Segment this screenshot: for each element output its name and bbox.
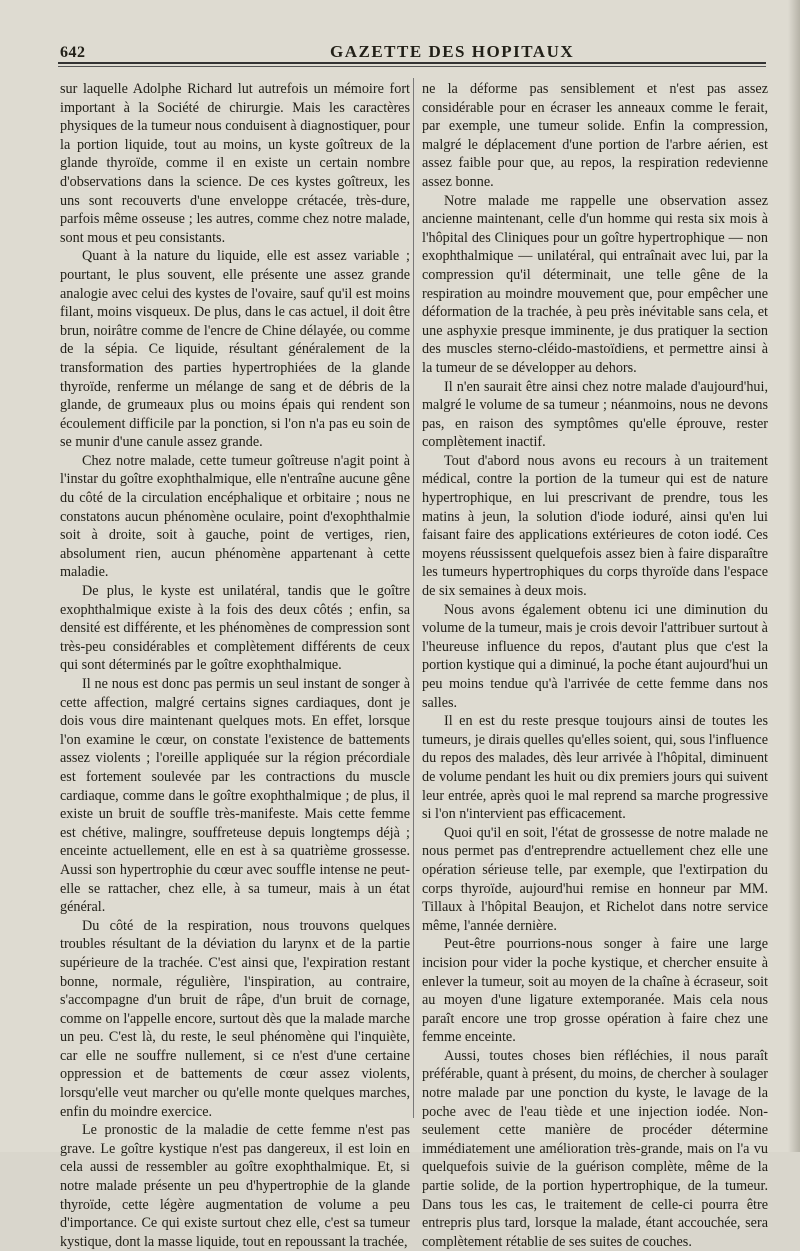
header-rule xyxy=(58,62,766,64)
page-number: 642 xyxy=(60,44,86,61)
column-divider xyxy=(413,78,414,1118)
paragraph: Tout d'abord nous avons eu recours à un traitement médical, contre la portion de la tumeur qui est de nature hypertrophique, en lui prescrivant de prendre, tous les matins à jeun, la solution d'iode ioduré, ainsi qu'en lui faisant faire des applications extérieures de coton iodé. Ces moyens réussissent quelquefois assez bien à faire disparaître les tumeurs hypertrophiques du corps thyroïde dans l'espace de six semaines à deux mois. xyxy=(422,452,768,600)
paragraph: Quant à la nature du liquide, elle est assez variable ; pourtant, le plus souvent, elle présente une assez grande analogie avec celui des kystes de l'ovaire, sauf qu'il est moins filant, moins visqueux. De plus, dans le cas actuel, il doit être brun, noirâtre comme de l'encre de Chine délayée, ou comme de la sépia. Ce liquide, résultant généralement de la transformation des parties hypertrophiées de la glande thyroïde, renferme un mélange de sang et de débris de la glande, de grumeaux plus ou moins épais qui rendent son écoulement difficile par la ponction, si l'on n'a pas eu soin de se munir d'une canule assez grande. xyxy=(60,248,410,451)
paragraph: Chez notre malade, cette tumeur goîtreuse n'agit point à l'instar du goître exophthalmique, elle n'entraîne aucune gêne du côté de la circulation encéphalique et orbitaire ; nous ne constatons aucun phénomène oculaire, point d'exophthalmie soit à droite, soit à gauche, point de vertiges, rien, absolument rien, aucun phénomène appartenant à cette maladie. xyxy=(60,452,410,581)
paragraph: Il ne nous est donc pas permis un seul instant de songer à cette affection, malgré certains signes cardiaques, dont je dois vous dire maintenant quelques mots. En effet, lorsque l'on examine le cœur, on constate l'existence de battements assez violents ; l'oreille appliquée sur la région précordiale est fortement soulevée par les contractions du muscle cardiaque, comme dans le goître exophthalmique ; de plus, il existe un bruit de souffle très-manifeste. Mais cette femme est chétive, malingre, souffreteuse depuis longtemps déjà ; enceinte actuellement, elle en est à sa quatrième grossesse. Aussi son hypertrophie du cœur avec souffle intense ne peut-elle se rattacher, chez elle, à sa tumeur, mais à un état général. xyxy=(60,676,410,916)
paragraph: Nous avons également obtenu ici une diminution du volume de la tumeur, mais je crois devoir l'attribuer surtout à l'heureuse influence du repos, d'autant plus que c'est la portion kystique qui a diminué, la poche étant aujourd'hui un peu moins tendue qu'à l'arrivée de cette femme dans nos salles. xyxy=(422,601,768,711)
paragraph: De plus, le kyste est unilatéral, tandis que le goître exophthalmique existe à la fois des deux côtés ; enfin, sa densité est différente, et les phénomènes de compression sont très-peu considérables et complètement différents de ceux qui sont déterminés par le goître exophthalmique. xyxy=(60,583,410,674)
paragraph: Du côté de la respiration, nous trouvons quelques troubles résultant de la déviation du larynx et de la partie supérieure de la trachée. C'est ainsi que, l'expiration restant bonne, normale, régulière, l'inspiration, au contraire, s'accompagne d'un bruit de râpe, d'un bruit de cornage, comme on l'appelle encore, surtout dès que la malade marche un peu. C'est là, du reste, le seul phénomène qui l'inquiète, car elle ne souffre nullement, si ce n'est d'une certaine oppression et de battements de cœur assez violents, lorsqu'elle veut marcher ou qu'elle monte quelques marches, enfin du moindre exercice. xyxy=(60,917,410,1120)
paragraph: Il n'en saurait être ainsi chez notre malade d'aujourd'hui, malgré le volume de sa tumeur ; néanmoins, nous ne devons pas, en raison des symptômes qu'elle éprouve, rester complètement inactif. xyxy=(422,378,768,451)
paragraph: Peut-être pourrions-nous songer à faire une large incision pour vider la poche kystique, et chercher ensuite à enlever la tumeur, soit au moyen de la chaîne à écraseur, soit au moyen d'une ligature extemporanée. Mais cela nous paraît encore une trop grosse opération à faire chez une femme enceinte. xyxy=(422,936,768,1046)
left-column xyxy=(60,80,410,1250)
right-column xyxy=(422,80,768,1250)
page-edge-shadow xyxy=(788,0,800,1152)
paragraph: sur laquelle Adolphe Richard lut autrefois un mémoire fort important à la Société de chirurgie. Mais les caractères physiques de la tumeur nous conduisent à diagnostiquer, pour la portion liquide, tout au moins, un kyste goîtreux de la glande thyroïde, comme il en existe un certain nombre d'observations dans la science. De ces kystes goîtreux, les uns sont recouverts d'une enveloppe crétacée, très-dure, parfois même osseuse ; les autres, comme chez notre malade, sont mous et peu consistants. xyxy=(60,81,410,246)
paragraph: ne la déforme pas sensiblement et n'est pas assez considérable pour en écraser les anneaux comme le ferait, par exemple, une tumeur solide. Enfin la compression, malgré le déplacement d'une portion de l'arbre aérien, est assez faible pour que, au repos, la respiration redevienne assez bonne. xyxy=(422,81,768,190)
paragraph: Aussi, toutes choses bien réfléchies, il nous paraît préférable, quant à présent, du moins, de chercher à soulager notre malade par une ponction du kyste, le lavage de la poche avec de l'eau tiède et une injection iodée. Non-seulement cette manière de procéder détermine immédiatement une amélioration très-grande, mais on l'a vu quelquefois suivie de la guérison complète, même de la partie solide, de la portion hypertrophique, de la tumeur. Dans tous les cas, le traitement de celle-ci pourra être entrepris plus tard, lorsque la malade, étant accouchée, sera complètement rétablie de ses suites de couches. xyxy=(422,1047,768,1250)
page-header xyxy=(0,28,800,60)
paragraph: Le pronostic de la maladie de cette femme n'est pas grave. Le goître kystique n'est pas dangereux, il est loin en cela aussi de ressembler au goître exophthalmique. Et, si notre malade présente un peu d'hypertrophie de la glande thyroïde, cette légère augmentation de volume a peu d'importance. Ce qui existe surtout chez elle, c'est sa tumeur kystique, dont la masse liquide, tout en repoussant la trachée, xyxy=(60,1122,410,1250)
publication-title: GAZETTE DES HOPITAUX xyxy=(330,42,575,61)
paragraph: Quoi qu'il en soit, l'état de grossesse de notre malade ne nous permet pas d'entreprendre actuellement chez elle une opération sérieuse telle, par exemple, que l'extirpation du corps thyroïde, aujourd'hui remise en honneur par MM. Tillaux à l'hôpital Beaujon, et Richelot dans notre service même, l'année dernière. xyxy=(422,824,768,934)
paragraph: Notre malade me rappelle une observation assez ancienne maintenant, celle d'un homme qui resta six mois à l'hôpital des Cliniques pour un goître hypertrophique — non exophthalmique — unilatéral, qui entraînait avec lui, par la compression qu'il déterminait, une telle gêne de la respiration au moindre mouvement que, pour empêcher une déformation de la trachée, à peu près inévitable sans cela, et une asphyxie presque imminente, je dus pratiquer la section des muscles sterno-cléido-mastoïdiens, et permettre ainsi à la tumeur de se développer au dehors. xyxy=(422,192,768,376)
header-rule-thin xyxy=(58,66,766,67)
paragraph: Il en est du reste presque toujours ainsi de toutes les tumeurs, je dirais quelles qu'elles soient, qui, sous l'influence du repos des malades, dès leur arrivée à l'hôpital, diminuent de volume pendant les huit ou dix premiers jours qui suivent leur entrée, après quoi le mal reprend sa marche progressive si l'on n'intervient pas efficacement. xyxy=(422,713,768,823)
